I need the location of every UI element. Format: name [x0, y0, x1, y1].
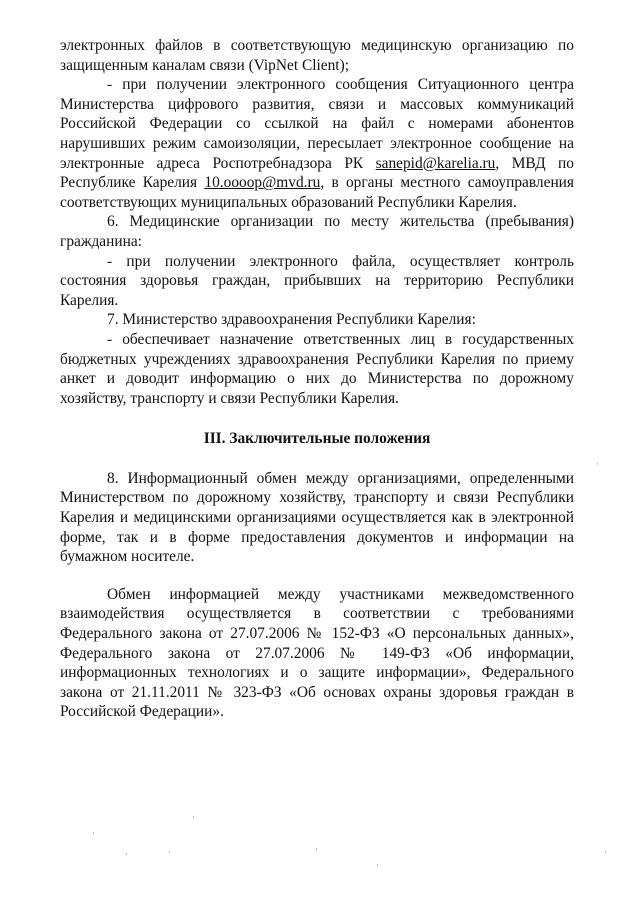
scan-speck: ·	[596, 460, 599, 470]
scan-speck: ·	[315, 845, 318, 855]
paragraph-responsible-persons: - обеспечивает назначение ответственных лиц в государственных бюджетных учреждениях здравоохранения Республики Карелия по приему анкет и доводит информацию о них до Министерства по дорожному хозяйству, транспорту и связи Республики Карелия.	[60, 330, 574, 407]
paragraph-text: - при получении электронного сообщения Ситуационного центра Министерства цифрового развития, связи и массовых коммуникаций Российской Федерации со ссылкой на файл с номерами абонентов нарушивших режим самоизоляции, пересылает электронное сообщение на электронные адреса Роспотребнадзора РК	[60, 76, 574, 172]
paragraph-information-exchange: Обмен информацией между участниками межведомственного взаимодействия осуществляется в соответствии с требованиями Федерального закона от 27.07.2006 № 152-ФЗ «О персональных данных», Федерального закона от 27.07.2006 № 149-ФЗ «Об информации, информационных технологиях и о защите информации», Федерального закона от 21.11.2011 № 323-ФЗ «Об основах охраны здоровья граждан в Российской Федерации».	[60, 585, 574, 721]
scan-speck: ·	[168, 848, 171, 858]
scan-speck: ·	[604, 848, 607, 858]
paragraph-item-7: 7. Министерство здравоохранения Республики Карелия:	[107, 311, 476, 329]
paragraph-health-control: - при получении электронного файла, осуществляет контроль состояния здоровья граждан, прибывших на территорию Республики Карелия.	[60, 252, 574, 309]
document-page	[60, 36, 574, 722]
paragraph-item-6: 6. Медицинские организации по месту жительства (пребывания) гражданина:	[60, 213, 574, 250]
scan-speck: ·	[192, 813, 195, 823]
paragraph-item-8: 8. Информационный обмен между организациями, определенными Министерством по дорожному хозяйству, транспорту и связи Республики Карелия и медицинскими организациями осуществляется как в электронной форме, так и в форме предоставления документов и информации на бумажном носителе.	[60, 469, 574, 566]
section-heading: III. Заключительные положения	[203, 430, 431, 448]
scan-speck: ·	[376, 861, 379, 871]
email-link-rospotrebnadzor[interactable]: sanepid@karelia.ru	[375, 154, 496, 172]
scan-speck: ·	[92, 829, 95, 839]
paragraph-situation-center	[60, 75, 574, 212]
paragraph-text: , в органы местного самоуправления соответствующих муниципальных образований Республики Карелия.	[60, 174, 574, 211]
email-link-mvd[interactable]: 10.oooop@mvd.ru	[204, 174, 321, 192]
paragraph-text: , МВД по Республике Карелия	[60, 154, 574, 192]
scan-speck: ·	[125, 850, 128, 860]
paragraph-transfer-channels: электронных файлов в соответствующую медицинскую организацию по защищенным каналам связи (VipNet Client);	[60, 37, 574, 74]
